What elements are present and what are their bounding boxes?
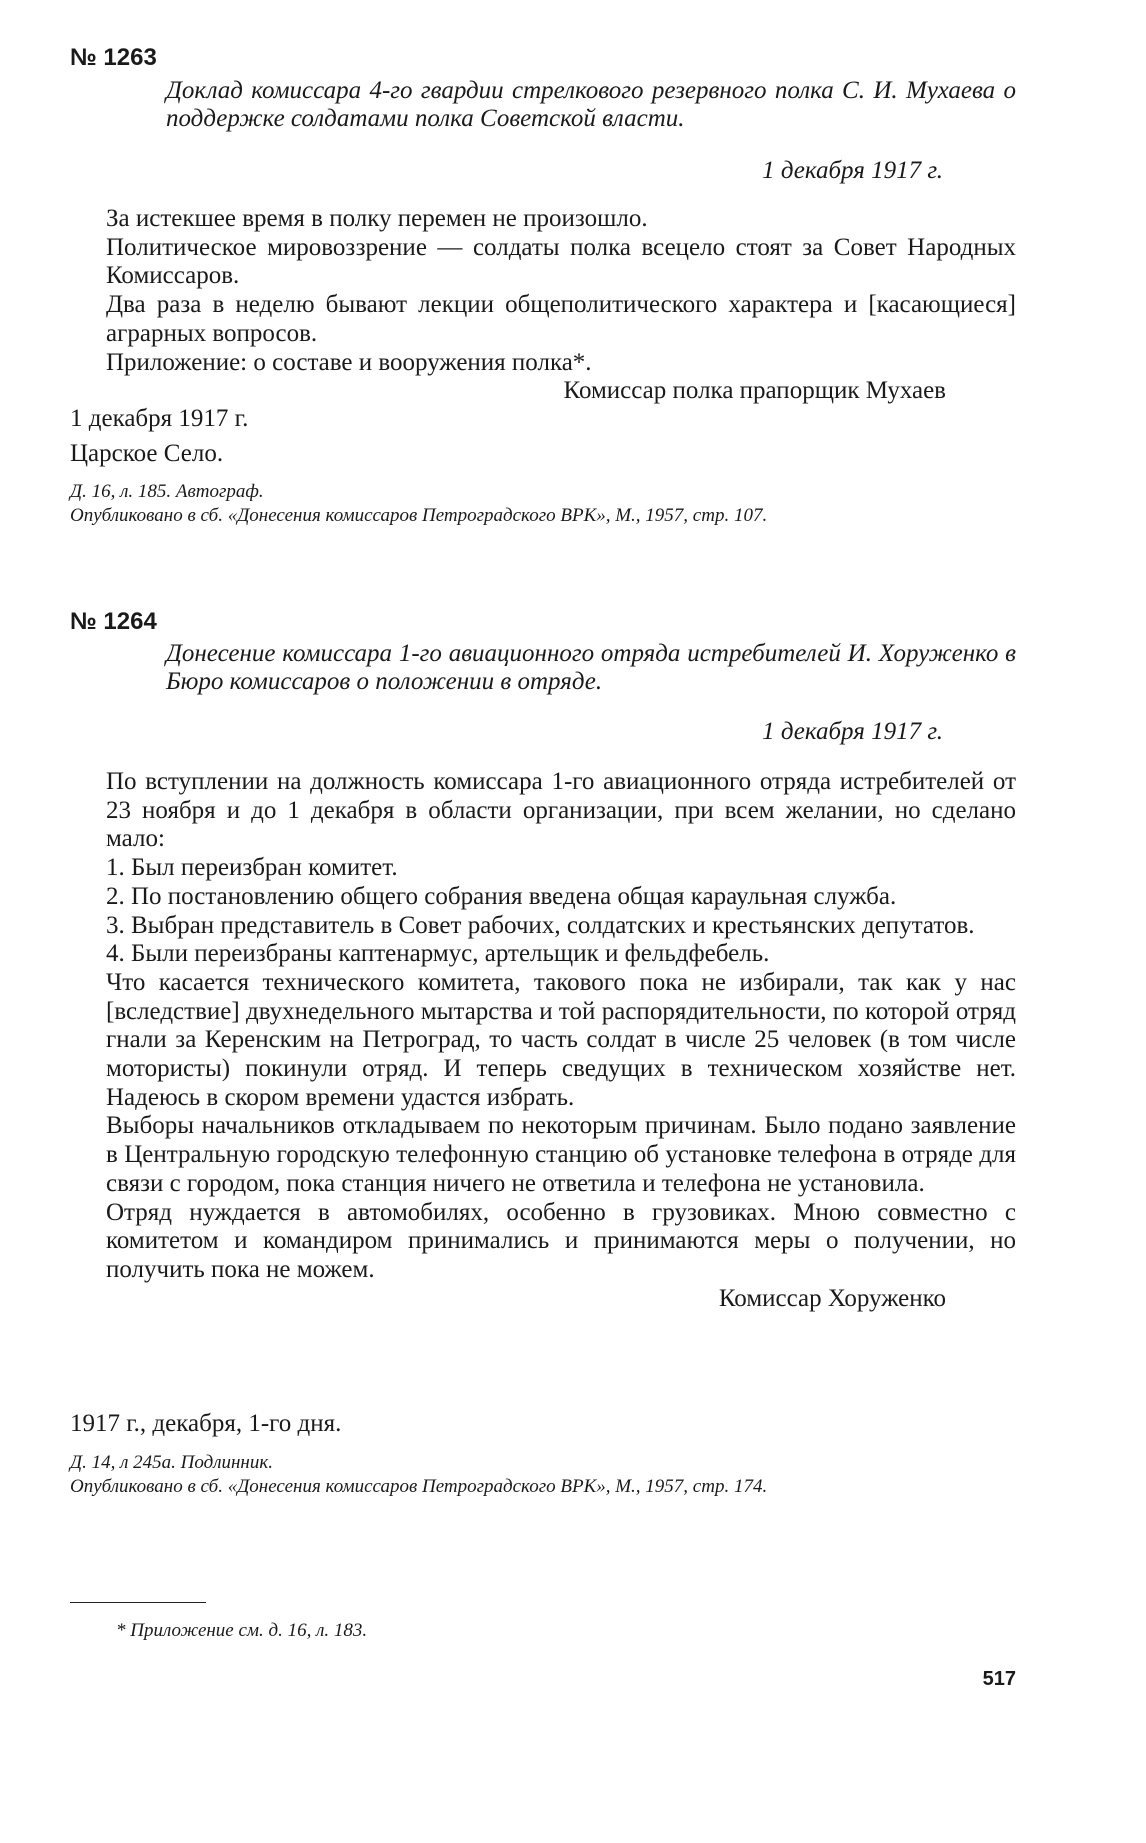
paragraph: Отряд нуждается в автомобилях, особенно в грузовиках. Мною совместно с комитетом и командиром принимались и принимаются меры о получении, но получить пока не можем. xyxy=(106,1198,1016,1283)
list-item: 4. Были переизбраны каптенармус, артельщик и фельдфебель. xyxy=(106,940,770,968)
published-ref-1263: Опубликовано в сб. «Донесения комиссаров Петроградского ВРК», М., 1957, стр. 107. xyxy=(70,505,768,526)
list-item: 2. По постановлению общего собрания введена общая караульная служба. xyxy=(106,882,897,910)
paragraph: Что касается технического комитета, такового пока не избирали, так как у нас [вследствие] двухнедельного мытарства и той распорядительности, по которой отряд гнали за Керенским на Петроград, то часть солдат в числе 25 человек (в том числе мотористы) покинули отряд. И теперь сведущих в техническом хозяйстве нет. Надеюсь в скором времени удастся избрать. xyxy=(106,968,1016,1111)
paragraph: Политическое мировоззрение — солдаты полка всецело стоят за Совет Народных Комиссаров. xyxy=(106,233,1016,290)
document-number-1263: № 1263 xyxy=(70,44,157,71)
signature-1263: Комиссар полка прапорщик Мухаев xyxy=(563,377,946,405)
document-title-1264: Донесение комиссара 1-го авиационного отряда истребителей И. Хоруженко в Бюро комиссаров о положении в отряде. xyxy=(166,640,1016,695)
archive-ref-1263: Д. 16, л. 185. Автограф. xyxy=(70,481,264,502)
list-item: 3. Выбран представитель в Совет рабочих, солдатских и крестьянских депутатов. xyxy=(106,911,975,939)
paragraph: Выборы начальников откладываем по некоторым причинам. Было подано заявление в Центральную городскую телефонную станцию об установке телефона в отряде для связи с городом, пока станция ничего не ответила и телефона не установила. xyxy=(106,1112,1016,1197)
sign-date-1264: 1917 г., декабря, 1-го дня. xyxy=(70,1410,342,1437)
paragraph: За истекшее время в полку перемен не произошло. xyxy=(106,205,648,232)
paragraph: По вступлении на должность комиссара 1-го авиационного отряда истребителей от 23 ноября и до 1 декабря в области организации, при всем желании, но сделано мало: xyxy=(106,768,1016,853)
published-ref-1264: Опубликовано в сб. «Донесения комиссаров Петроградского ВРК», М., 1957, стр. 174. xyxy=(70,1476,768,1497)
document-date-1263: 1 декабря 1917 г. xyxy=(762,157,943,184)
document-body-1263 xyxy=(106,205,1016,406)
document-body-1264 xyxy=(106,768,1016,1313)
document-title-1263: Доклад комиссара 4-го гвардии стрелкового резервного полка С. И. Мухаева о поддержке солдатами полка Советской власти. xyxy=(166,77,1016,132)
paragraph: Два раза в неделю бывают лекции общеполитического характера и [касающиеся] аграрных вопросов. xyxy=(106,291,1016,347)
page-number: 517 xyxy=(982,1668,1016,1690)
signature-1264: Комиссар Хоруженко xyxy=(718,1284,946,1312)
paragraph: Приложение: о составе и вооружения полка*. xyxy=(106,348,592,376)
sign-date-1263: 1 декабря 1917 г. xyxy=(70,405,249,432)
footnote-divider xyxy=(70,1602,206,1603)
footnote: * Приложение см. д. 16, л. 183. xyxy=(116,1620,368,1641)
document-number-1264: № 1264 xyxy=(70,608,157,635)
list-item: 1. Был переизбран комитет. xyxy=(106,854,398,882)
place-1263: Царское Село. xyxy=(70,440,224,467)
archive-ref-1264: Д. 14, л 245а. Подлинник. xyxy=(70,1452,273,1473)
document-date-1264: 1 декабря 1917 г. xyxy=(762,718,943,745)
